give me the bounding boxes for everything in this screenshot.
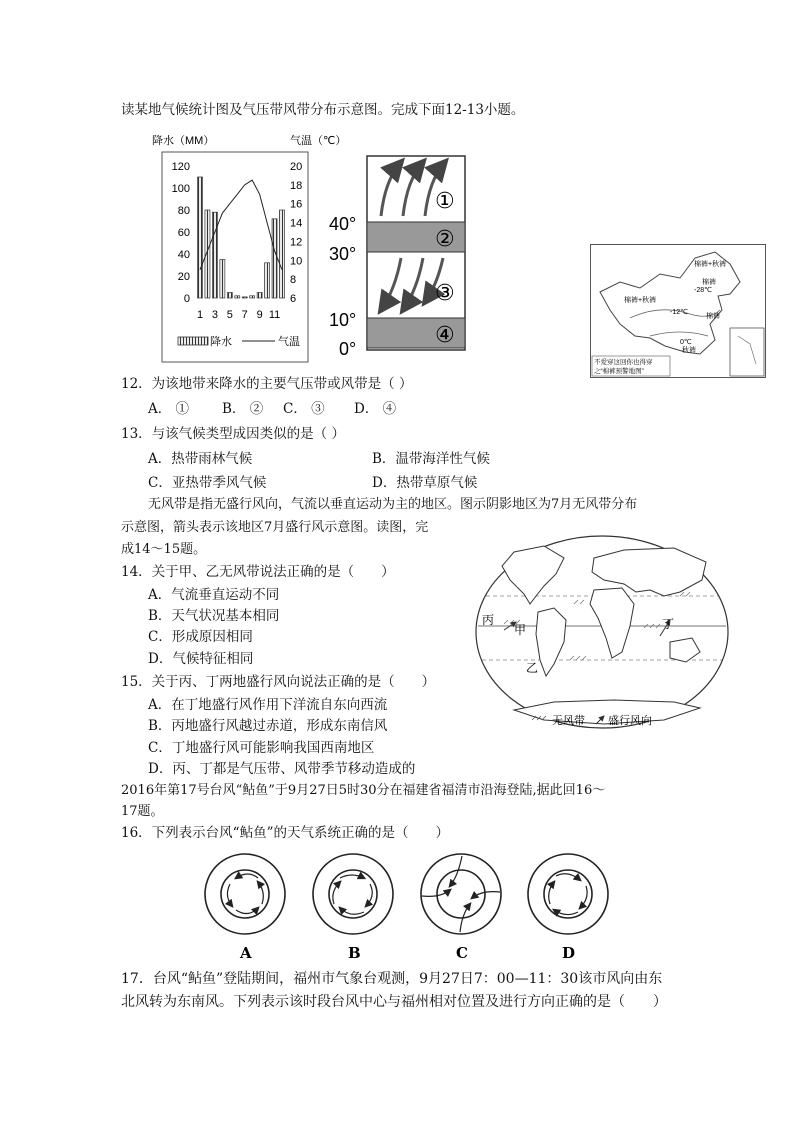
lat-10: 10° xyxy=(329,310,357,330)
typhoon-option-a: A xyxy=(240,944,252,962)
q14-option-d[interactable]: D．气候特征相同 xyxy=(148,651,254,667)
q13-option-c[interactable]: C．亚热带季风气候 xyxy=(148,475,267,491)
precip-bar-7 xyxy=(242,297,247,298)
x-tick-3: 3 xyxy=(211,309,218,321)
right-tick-6: 6 xyxy=(290,293,297,305)
left-tick-60: 60 xyxy=(177,227,190,239)
label-yi: 乙 xyxy=(526,661,539,675)
x-tick-11: 11 xyxy=(268,309,281,321)
x-tick-7: 7 xyxy=(241,309,248,321)
right-tick-8: 8 xyxy=(290,274,297,287)
q17-line1: 17．台风“鲇鱼”登陆期间，福州市气象台观测，9月27日7：00—11：30该市风向由东 xyxy=(121,971,663,987)
label-jia: 甲 xyxy=(514,623,527,637)
lat-40: 40° xyxy=(329,214,357,234)
precip-axis-label: 降水（MM） xyxy=(152,135,215,147)
q12-option-a[interactable]: A． ① xyxy=(148,401,190,417)
precip-bar-12 xyxy=(280,210,285,298)
q12-option-b[interactable]: B． ② xyxy=(222,401,264,417)
typhoon-option-a-diagram xyxy=(205,854,285,934)
right-tick-12: 12 xyxy=(290,236,303,249)
q12-option-c[interactable]: C． ③ xyxy=(283,401,325,417)
intro-12-13: 读某地气候统计图及气压带风带分布示意图。完成下面12-13小题。 xyxy=(121,102,525,118)
legend-wind: 盛行风向 xyxy=(608,714,652,727)
q12-stem: 12．为该地带来降水的主要气压带或风带是（ ） xyxy=(121,376,413,392)
legend-calm: 无风带 xyxy=(552,714,585,727)
q14-option-a[interactable]: A．气流垂直运动不同 xyxy=(148,587,280,603)
intro-14-15-line1: 无风带是指无盛行风向，气流以垂直运动为主的地区。图示阴影地区为7月无风带分布 xyxy=(148,497,638,512)
typhoon-option-b: B xyxy=(348,944,361,962)
map-caption-1: 不爱穿这回你也得穿 xyxy=(594,359,653,366)
left-tick-80: 80 xyxy=(177,205,190,217)
left-axis-ticks xyxy=(172,161,190,305)
q15-option-a[interactable]: A．在丁地盛行风作用下洋流自东向西流 xyxy=(148,697,388,713)
climate-chart xyxy=(140,128,355,364)
label-bing: 丙 xyxy=(482,613,495,627)
typhoon-option-c-diagram xyxy=(421,854,501,934)
typhoon-option-b-diagram xyxy=(313,854,393,934)
precip-bar-11 xyxy=(272,219,277,298)
temp-axis-label: 气温（℃） xyxy=(290,135,347,147)
svg-text:棉裤+秋裤: 棉裤+秋裤 xyxy=(624,297,657,304)
zone-3-label: ③ xyxy=(435,280,455,305)
left-tick-20: 20 xyxy=(177,271,190,283)
q15-stem: 15．关于丙、丁两地盛行风向说法正确的是（ ） xyxy=(121,674,436,690)
q14-option-b[interactable]: B．天气状况基本相同 xyxy=(148,608,280,624)
right-tick-18: 18 xyxy=(290,179,303,192)
right-tick-10: 10 xyxy=(290,255,303,268)
precip-bar-4 xyxy=(220,260,225,299)
x-axis-ticks xyxy=(197,309,280,321)
intro-16-17-line2: 17题。 xyxy=(121,804,164,819)
label-ding: 丁 xyxy=(662,617,675,631)
precip-bar-9 xyxy=(257,293,262,299)
q13-option-b[interactable]: B．温带海洋性气候 xyxy=(372,451,490,467)
typhoon-option-c: C xyxy=(456,944,468,962)
precip-bar-3 xyxy=(212,212,217,298)
precip-bar-10 xyxy=(265,263,270,298)
left-tick-0: 0 xyxy=(183,293,190,305)
typhoon-option-d: D xyxy=(562,944,576,962)
left-tick-100: 100 xyxy=(171,183,190,195)
precip-bar-6 xyxy=(235,296,240,298)
q13-option-d[interactable]: D．热带草原气候 xyxy=(372,475,478,491)
right-tick-16: 16 xyxy=(290,198,303,211)
q15-option-d[interactable]: D．丙、丁都是气压带、风带季节移动造成的 xyxy=(148,761,416,777)
intro-16-17-line1: 2016年第17号台风“鲇鱼”于9月27日5时30分在福建省福清市沿海登陆,据此回16～ xyxy=(121,783,606,798)
svg-text:-28℃: -28℃ xyxy=(694,287,712,294)
map-caption-2: 之“棉裤预警地图” xyxy=(594,368,644,375)
left-tick-120: 120 xyxy=(171,161,190,173)
right-tick-14: 14 xyxy=(290,217,303,230)
svg-text:棉裤+秋裤: 棉裤+秋裤 xyxy=(694,261,727,268)
intro-14-15-line2: 示意图，箭头表示该地区7月盛行风示意图。读图，完 xyxy=(121,520,429,535)
svg-text:-12℃: -12℃ xyxy=(670,309,688,316)
left-tick-40: 40 xyxy=(177,249,190,261)
intro-14-15-line3: 成14～15题。 xyxy=(121,542,207,557)
q14-option-c[interactable]: C．形成原因相同 xyxy=(148,629,253,645)
typhoon-option-d-diagram xyxy=(528,854,608,934)
precip-bar-5 xyxy=(227,293,232,299)
q15-option-b[interactable]: B．丙地盛行风越过赤道，形成东南信风 xyxy=(148,718,388,734)
zone-1-label: ① xyxy=(435,188,455,213)
typhoon-options xyxy=(200,848,610,964)
q12-option-d[interactable]: D． ④ xyxy=(354,401,397,417)
zone-4-label: ④ xyxy=(435,322,455,347)
svg-text:棉裤: 棉裤 xyxy=(706,313,720,320)
zone-2-label: ② xyxy=(435,226,455,251)
lat-0: 0° xyxy=(339,339,357,359)
precip-bar-8 xyxy=(250,296,255,298)
q15-option-c[interactable]: C．丁地盛行风可能影响我国西南地区 xyxy=(148,740,375,756)
pressure-belt-diagram xyxy=(325,150,475,360)
right-axis-ticks xyxy=(290,161,302,305)
china-pants-map xyxy=(590,244,766,378)
lat-30: 30° xyxy=(329,244,357,264)
svg-text:棉裤: 棉裤 xyxy=(702,279,716,286)
svg-text:秋裤: 秋裤 xyxy=(682,347,696,354)
legend-bar-swatch xyxy=(178,337,208,345)
south-sea-inset xyxy=(730,328,764,376)
x-tick-5: 5 xyxy=(226,309,233,321)
q17-line2: 北风转为东南风。下列表示该时段台风中心与福州相对位置及进行方向正确的是（ ） xyxy=(121,994,667,1010)
svg-text:0℃: 0℃ xyxy=(680,339,692,346)
q13-option-a[interactable]: A．热带雨林气候 xyxy=(148,451,253,467)
x-tick-9: 9 xyxy=(256,309,263,321)
q14-stem: 14．关于甲、乙无风带说法正确的是（ ） xyxy=(121,564,395,580)
q13-stem: 13．与该气候类型成因类似的是（ ） xyxy=(121,426,345,442)
right-tick-20: 20 xyxy=(290,161,303,173)
legend-bar-label: 降水 xyxy=(210,336,232,348)
q16-stem: 16．下列表示台风“鲇鱼”的天气系统正确的是（ ） xyxy=(121,825,449,841)
precip-bar-1 xyxy=(198,177,203,298)
world-calm-belt-map xyxy=(474,534,730,734)
x-tick-1: 1 xyxy=(196,309,204,321)
legend-line-label: 气温 xyxy=(278,336,300,348)
